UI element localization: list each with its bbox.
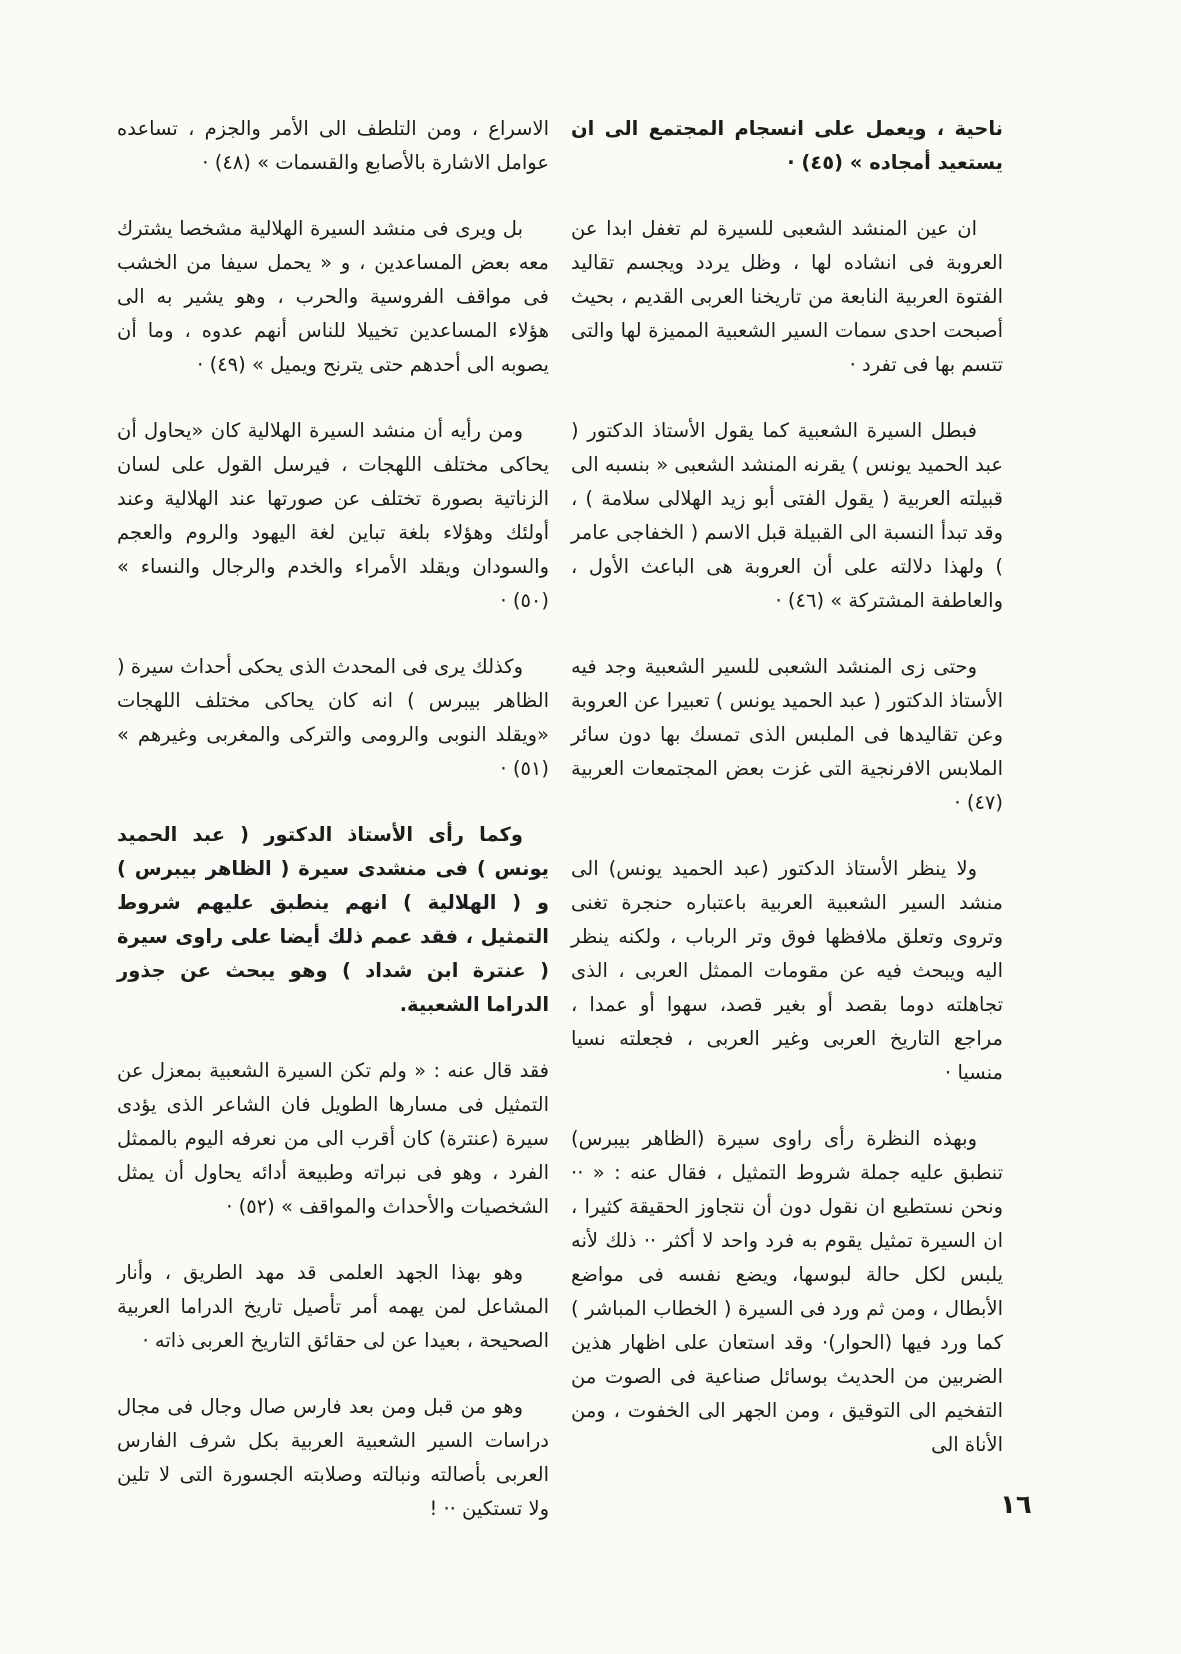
right-column: [571, 112, 1003, 1494]
paragraph: ولا ينظر الأستاذ الدكتور (عبد الحميد يونس) الى منشد السير الشعبية العربية باعتباره حنجرة تغنى وتروى وتعلق ملافظها فوق وتر الرباب ، ولكنه ينظر اليه ويبحث فيه عن مقومات الممثل العربى ، الذى تجاهلته دوما بقصد أو بغير قصد، سهوا أو عمدا ، مراجع التاريخ العربى وغير العربى ، فجعلته نسيا منسيا ·: [571, 857, 1003, 1084]
paragraph: ان عين المنشد الشعبى للسيرة لم تغفل ابدا عن العروبة فى انشاده لها ، وظل يردد ويجسم تقاليد الفتوة العربية النابعة من تاريخنا العربى القديم ، بحيث أصبحت احدى سمات السير الشعبية المميزة لها والتى تتسم بها فى تفرد ·: [571, 217, 1003, 376]
paragraph: وكما رأى الأستاذ الدكتور ( عبد الحميد يونس ) فى منشدى سيرة ( الظاهر بيبرس ) و ( الهلالية ) انهم ينطبق عليهم شروط التمثيل ، فقد عمم ذلك أيضا على راوى سيرة ( عنترة ابن شداد ) وهو يبحث عن جذور الدراما الشعبية.: [117, 823, 549, 1016]
paragraph: وهو من قبل ومن بعد فارس صال وجال فى مجال دراسات السير الشعبية العربية بكل شرف الفارس العربى بأصالته ونبالته وصلابته الجسورة التى لا تلين ولا تستكين ·· !: [117, 1395, 549, 1520]
paragraph: فبطل السيرة الشعبية كما يقول الأستاذ الدكتور ( عبد الحميد يونس ) يقرنه المنشد الشعبى « بنسبه الى قبيلته العربية ( يقول الفتى أبو زيد الهلالى سلامة ) ، وقد تبدأ النسبة الى القبيلة قبل الاسم ( الخفاجى عامر ) ولهذا دلالته على أن العروبة هى الباعث الأول ، والعاطفة المشتركة » (٤٦) ·: [571, 419, 1003, 612]
paragraph: بل ويرى فى منشد السيرة الهلالية مشخصا يشترك معه بعض المساعدين ، و « يحمل سيفا من الخشب فى مواقف الفروسية والحرب ، وهو يشير به الى هؤلاء المساعدين تخييلا للناس أنهم عدوه ، وما أن يصوبه الى أحدهم حتى يترنح ويميل » (٤٩) ·: [117, 217, 549, 376]
paragraph: وبهذه النظرة رأى راوى سيرة (الظاهر بيبرس) تنطبق عليه جملة شروط التمثيل ، فقال عنه : « ·· ونحن نستطيع ان نقول دون أن نتجاوز الحقيقة كثيرا ، ان السيرة تمثيل يقوم به فرد واحد لا أكثر ·· ذلك لأنه يلبس لكل حالة لبوسها، ويضع نفسه فى مواضع الأبطال ، ومن ثم ورد فى السيرة ( الخطاب المباشر ) كما ورد فيها (الحوار)· وقد استعان على اظهار هذين الضربين من الحديث بوسائل صناعية فى الصوت من التفخيم الى التوقيق ، ومن الجهر الى الخفوت ، ومن الأناة الى: [571, 1127, 1003, 1456]
paragraph: ناحية ، ويعمل على انسجام المجتمع الى ان يستعيد أمجاده » (٤٥) ·: [571, 117, 1003, 174]
left-column: [117, 112, 549, 1558]
paragraph: ومن رأيه أن منشد السيرة الهلالية كان «يحاول أن يحاكى مختلف اللهجات ، فيرسل القول على لسان الزناتية بصورة تختلف عن صورتها عند الهلالية وعند أولئك وهؤلاء بلغة تباين لغة اليهود والروم والعجم والسودان ويقلد الأمراء والخدم والرجال والنساء » (٥٠) ·: [117, 419, 549, 612]
paragraph: الاسراع ، ومن التلطف الى الأمر والجزم ، تساعده عوامل الاشارة بالأصابع والقسمات » (٤٨) ·: [117, 117, 549, 174]
paragraph: وحتى زى المنشد الشعبى للسير الشعبية وجد فيه الأستاذ الدكتور ( عبد الحميد يونس ) تعبيرا عن العروبة وعن تقاليدها فى الملبس الذى تمسك بها دون سائر الملابس الافرنجية التى غزت بعض المجتمعات العربية (٤٧) ·: [571, 655, 1003, 814]
page-number: ١٦: [1000, 1490, 1032, 1520]
paragraph: وكذلك يرى فى المحدث الذى يحكى أحداث سيرة ( الظاهر بيبرس ) انه كان يحاكى مختلف اللهجات «ويقلد النوبى والرومى والتركى والمغربى وغيرهم » (٥١) ·: [117, 655, 549, 780]
paragraph: فقد قال عنه : « ولم تكن السيرة الشعبية بمعزل عن التمثيل فى مسارها الطويل فان الشاعر الذى يؤدى سيرة (عنترة) كان أقرب الى من نعرفه اليوم بالممثل الفرد ، وهو فى نبراته وطبيعة أدائه يحاول أن يمثل الشخصيات والأحداث والمواقف » (٥٢) ·: [117, 1059, 549, 1218]
paragraph: وهو بهذا الجهد العلمى قد مهد الطريق ، وأنار المشاعل لمن يهمه أمر تأصيل تاريخ الدراما العربية الصحيحة ، بعيدا عن لى حقائق التاريخ العربى ذاته ·: [117, 1261, 549, 1352]
